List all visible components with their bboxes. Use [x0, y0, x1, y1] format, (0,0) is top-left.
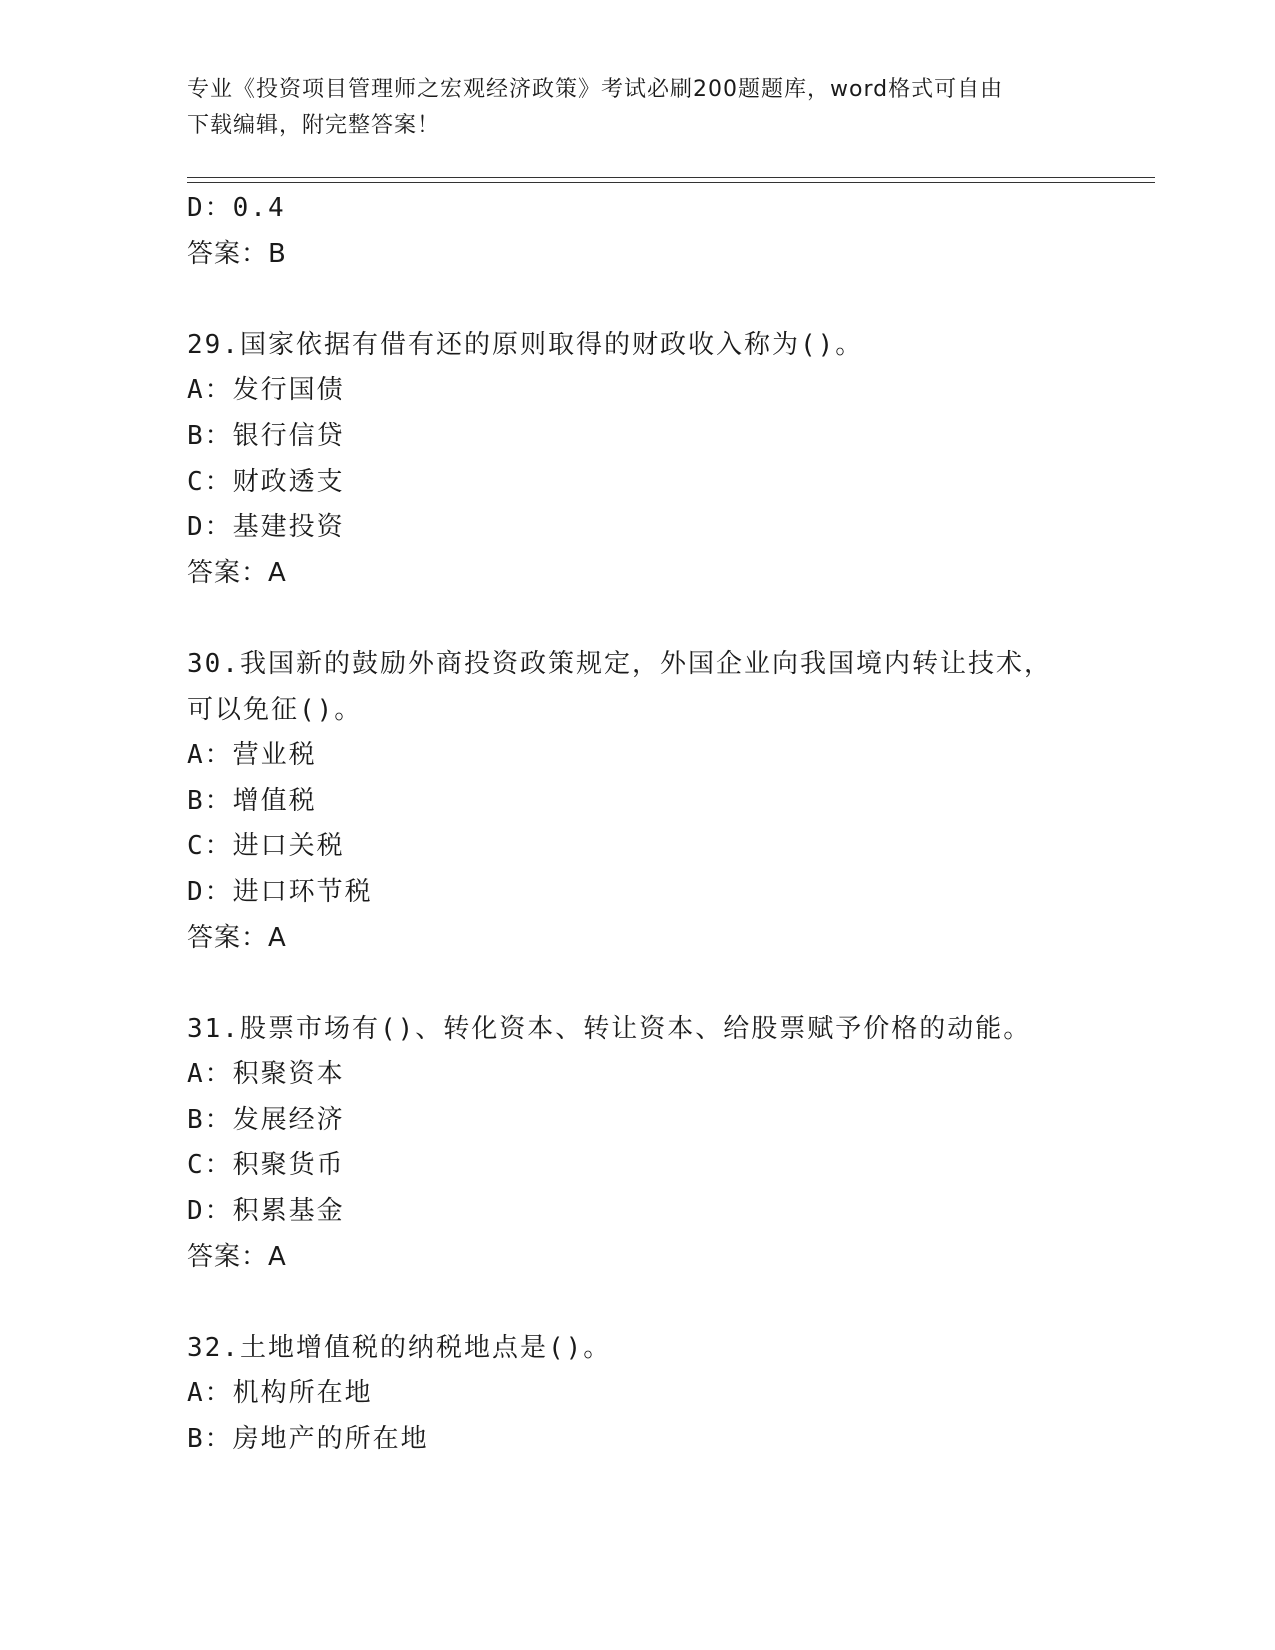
document-header — [187, 72, 1087, 144]
header-divider-bottom — [187, 182, 1155, 183]
option-line: C：进口关税 — [187, 831, 345, 862]
option-line: A：发行国债 — [187, 375, 345, 406]
option-line: D：积累基金 — [187, 1196, 345, 1227]
question-text: 可以免征()。 — [187, 694, 363, 725]
option-line: A：营业税 — [187, 740, 317, 771]
spacer — [187, 277, 1147, 323]
option-line: C：财政透支 — [187, 466, 345, 497]
option-line: A：积聚资本 — [187, 1059, 345, 1090]
question-text: 31.股票市场有()、转化资本、转让资本、给股票赋予价格的动能。 — [187, 1013, 1032, 1044]
option-line: B：房地产的所在地 — [187, 1424, 429, 1455]
option-line: A：机构所在地 — [187, 1378, 373, 1409]
option-line: B：银行信贷 — [187, 420, 345, 451]
spacer — [187, 596, 1147, 642]
question-list — [187, 186, 1147, 1463]
answer-line: 答案：B — [187, 238, 287, 269]
question-text: 30.我国新的鼓励外商投资政策规定，外国企业向我国境内转让技术， — [187, 648, 1052, 679]
answer-line: 答案：A — [187, 1241, 287, 1272]
option-line: B：增值税 — [187, 785, 317, 816]
question-text: 32.土地增值税的纳税地点是()。 — [187, 1332, 612, 1363]
question-text: 29.国家依据有借有还的原则取得的财政收入称为()。 — [187, 329, 864, 360]
option-line: D：进口环节税 — [187, 876, 373, 907]
spacer — [187, 1280, 1147, 1326]
option-line: B：发展经济 — [187, 1104, 345, 1135]
answer-line: 答案：A — [187, 922, 287, 953]
option-line: C：积聚货币 — [187, 1150, 345, 1181]
answer-line: 答案：A — [187, 557, 287, 588]
spacer — [187, 961, 1147, 1007]
option-line: D：基建投资 — [187, 512, 345, 543]
header-divider-top — [187, 177, 1155, 178]
header-line-2: 下载编辑，附完整答案！ — [187, 113, 441, 138]
header-line-1: 专业《投资项目管理师之宏观经济政策》考试必刷200题题库，word格式可自由 — [187, 77, 1004, 102]
option-line: D：0.4 — [187, 193, 286, 223]
